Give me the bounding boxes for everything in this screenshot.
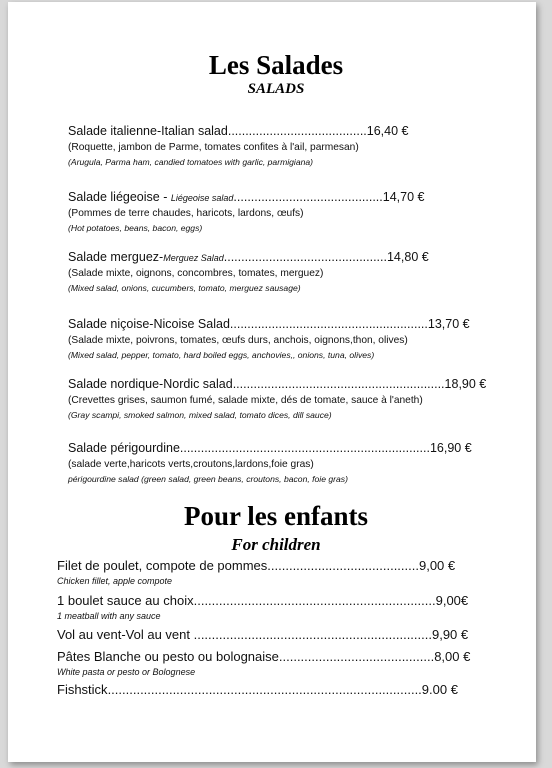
menu-item-fishstick [57, 681, 497, 699]
item-price: 14,80 € [386, 250, 429, 264]
item-description: (salade verte,haricots verts,croutons,lardons,foie gras) [68, 459, 314, 470]
item-dots: ........................................... [278, 649, 435, 664]
menu-item-salade-perigourdine [68, 439, 498, 486]
menu-item-salade-nicoise [68, 315, 498, 362]
item-price: 9,00 € [418, 558, 456, 573]
item-dots: ................................................................... [193, 593, 436, 608]
item-name: Pâtes Blanche ou pesto ou bolognaise [57, 649, 279, 664]
item-line [68, 315, 498, 333]
item-dots: ........................................ [227, 124, 367, 138]
item-name: Salade italienne-Italian salad [68, 124, 228, 138]
item-price: 16,40 € [366, 124, 409, 138]
section-subtitle-children: For children [231, 535, 321, 554]
item-description-en: (Mixed salad, pepper, tomato, hard boiled eggs, anchovies,, onions, tuna, olives) [68, 350, 375, 360]
item-price: 16,90 € [429, 441, 472, 455]
item-line [57, 557, 497, 575]
item-name-en: Liégeoise salad [170, 193, 234, 203]
item-name: Vol au vent-Vol au vent [57, 627, 190, 642]
item-name: Salade niçoise-Nicoise Salad [68, 317, 230, 331]
section-title-salads: Les Salades [208, 50, 344, 80]
item-price: 9,90 € [431, 627, 469, 642]
item-dots: ............................................... [223, 250, 387, 264]
item-dots: ........................................... [233, 190, 383, 204]
item-description: (Salade mixte, oignons, concombres, tomates, merguez) [68, 268, 324, 279]
item-line [68, 122, 498, 140]
menu-item-salade-italienne [68, 122, 498, 169]
item-line [68, 188, 498, 206]
menu-item-salade-nordique [68, 375, 498, 422]
item-description-en: White pasta or pesto or Bolognese [57, 667, 196, 677]
item-price: 9,00€ [435, 593, 469, 608]
item-description-en: périgourdine salad (green salad, green beans, croutons, bacon, foie gras) [68, 474, 348, 484]
item-price: 13,70 € [427, 317, 470, 331]
menu-item-salade-liegeoise [68, 188, 498, 235]
item-dots: ............................................................. [232, 377, 445, 391]
item-description-en: (Mixed salad, onions, cucumbers, tomato, merguez sausage) [68, 283, 301, 293]
menu-item-salade-merguez [68, 248, 498, 295]
item-line [68, 248, 498, 266]
item-description-en: (Arugula, Parma ham, candied tomatoes with garlic, parmigiana) [68, 157, 314, 167]
item-name: Salade liégeoise - [68, 190, 171, 204]
item-dots: ........................................................................ [179, 441, 430, 455]
item-description: (Salade mixte, poivrons, tomates, œufs durs, anchois, oignons,thon, olives) [68, 335, 408, 346]
item-description-en: (Hot potatoes, beans, bacon, eggs) [68, 223, 203, 233]
item-name: Fishstick [57, 682, 108, 697]
item-name-en: Merguez Salad [163, 253, 224, 263]
item-name: Salade merguez- [68, 250, 164, 264]
item-line [57, 648, 497, 666]
item-dots: ....................................................................................... [107, 682, 422, 697]
section-title-children: Pour les enfants [183, 501, 368, 531]
menu-item-filet-de-poulet [57, 557, 497, 588]
item-price: 9.00 € [421, 682, 458, 697]
item-line [57, 592, 497, 610]
item-name: Salade nordique-Nordic salad [68, 377, 233, 391]
item-line [57, 626, 497, 644]
item-dots: .................................................................. [189, 627, 432, 642]
item-line [57, 681, 497, 699]
item-description: (Pommes de terre chaudes, haricots, lardons, œufs) [68, 208, 304, 219]
item-dots: .......................................... [267, 558, 419, 573]
item-line [68, 375, 498, 393]
item-dots: ......................................................... [229, 317, 428, 331]
item-description: (Crevettes grises, saumon fumé, salade mixte, dés de tomate, sauce à l'aneth) [68, 395, 423, 406]
item-line [68, 439, 498, 457]
item-description-en: (Gray scampi, smoked salmon, mixed salad, tomato dices, dill sauce) [68, 410, 332, 420]
item-description-en: Chicken fillet, apple compote [57, 576, 173, 586]
item-name: Filet de poulet, compote de pommes [57, 558, 268, 573]
item-description: (Roquette, jambon de Parme, tomates confites à l'ail, parmesan) [68, 142, 359, 153]
menu-item-boulet [57, 592, 497, 623]
item-name: 1 boulet sauce au choix [57, 593, 194, 608]
item-name: Salade périgourdine [68, 441, 180, 455]
menu-item-pates [57, 648, 497, 679]
menu-item-vol-au-vent [57, 626, 497, 644]
item-description-en: 1 meatball with any sauce [57, 611, 161, 621]
section-subtitle-salads: SALADS [247, 81, 305, 97]
item-price: 18,90 € [444, 377, 487, 391]
item-price: 8,00 € [434, 649, 471, 664]
item-price: 14,70 € [382, 190, 425, 204]
